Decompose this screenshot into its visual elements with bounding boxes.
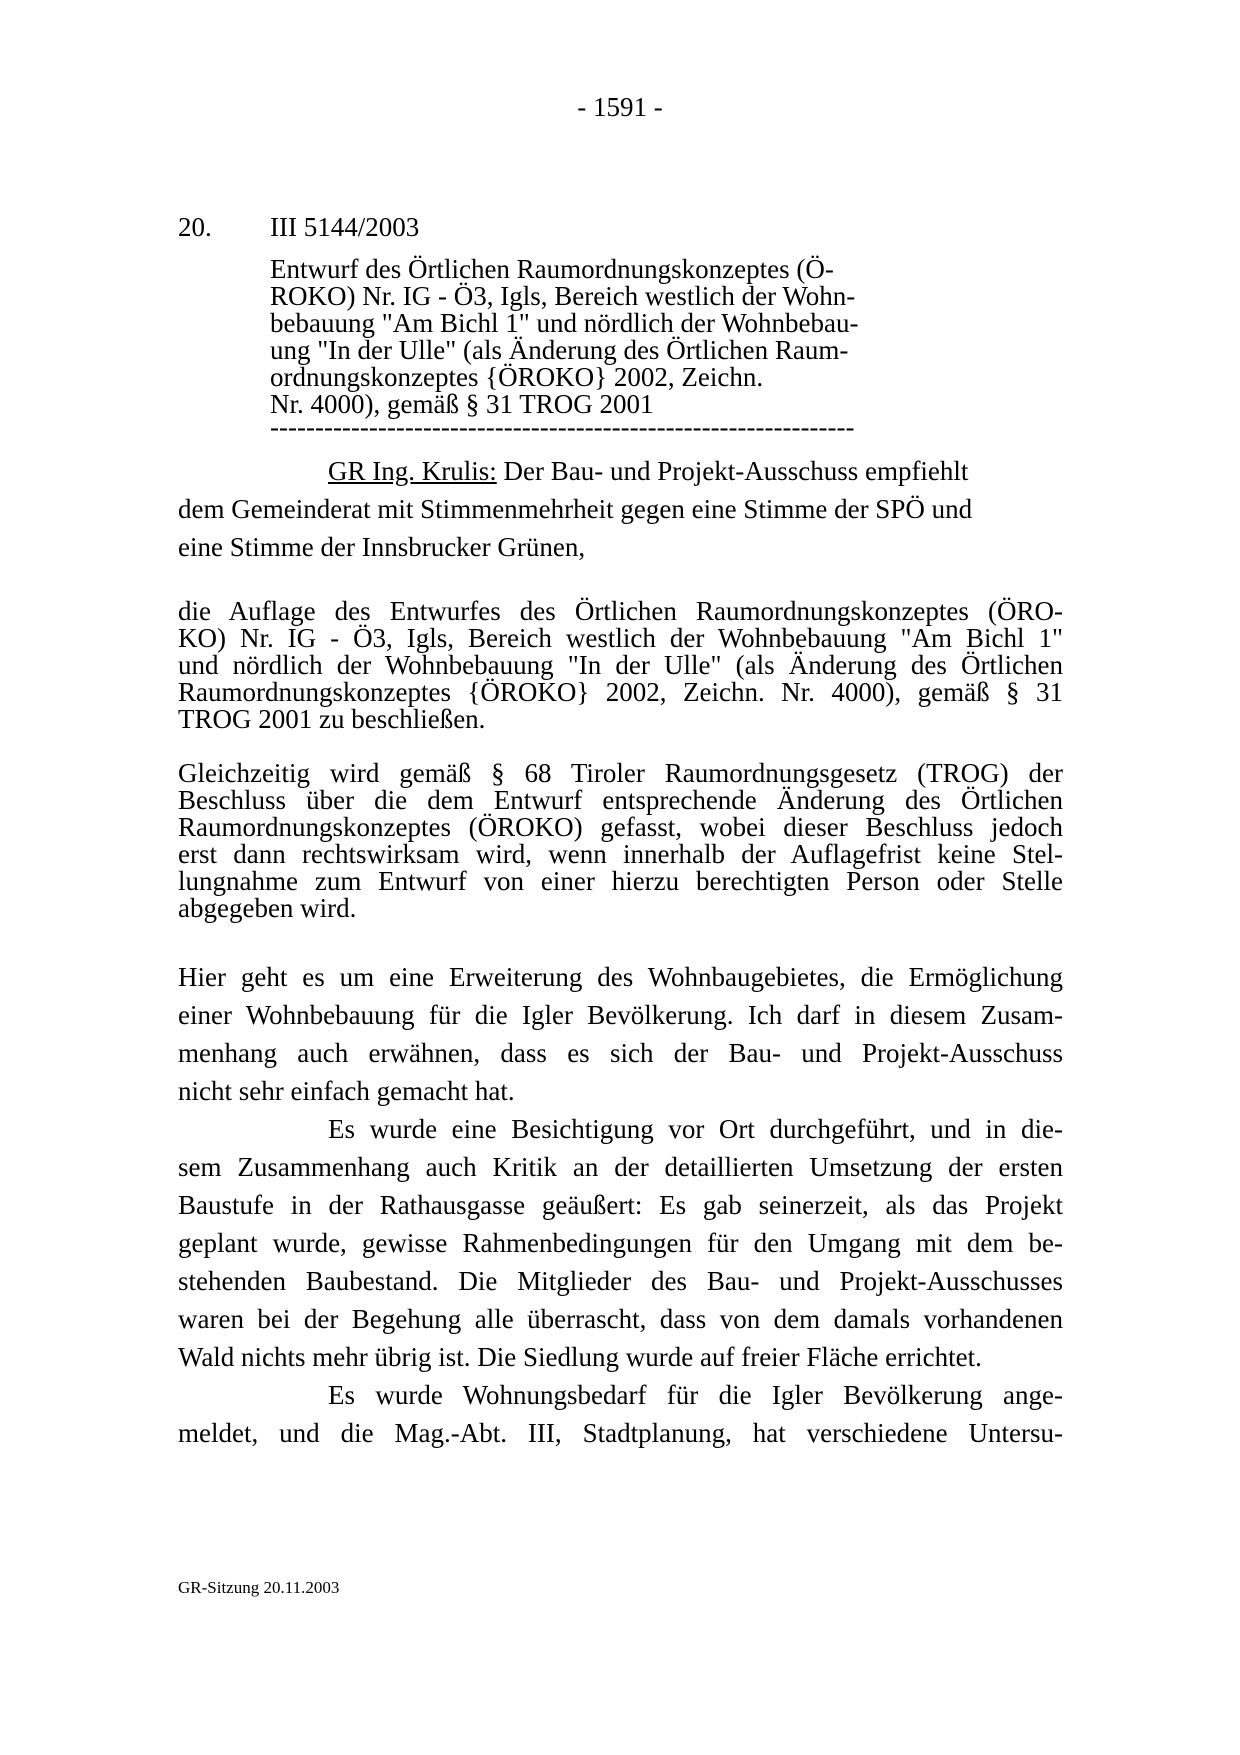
resolution-paragraph-1 xyxy=(178,598,1063,733)
resolution-line: abgegeben wird. xyxy=(178,893,357,923)
title-line: ROKO) Nr. IG - Ö3, Igls, Bereich westlich der Wohn- xyxy=(270,281,856,311)
body-line: sem Zusammenhang auch Kritik an der detaillierten Umsetzung der ersten xyxy=(178,1152,1063,1182)
title-line: bebauung "Am Bichl 1" und nördlich der Wohnbebau- xyxy=(270,308,859,338)
resolution-line: Beschluss über die dem Entwurf entsprechende Änderung des Örtlichen xyxy=(178,785,1063,815)
body-text xyxy=(178,958,1063,1452)
resolution-line: erst dann rechtswirksam wird, wenn innerhalb der Auflagefrist keine Stel- xyxy=(178,839,1063,869)
body-line: waren bei der Begehung alle überrascht, dass von dem damals vorhandenen xyxy=(178,1304,1063,1334)
body-line: Wald nichts mehr übrig ist. Die Siedlung wurde auf freier Fläche errichtet. xyxy=(178,1342,982,1372)
resolution-line: Raumordnungskonzeptes (ÖROKO) gefasst, wobei dieser Beschluss jedoch xyxy=(178,812,1063,842)
title-line: Entwurf des Örtlichen Raumordnungskonzeptes (Ö- xyxy=(270,254,834,284)
resolution-line: Raumordnungskonzeptes {ÖROKO} 2002, Zeichn. Nr. 4000), gemäß § 31 xyxy=(178,677,1063,707)
resolution-line: die Auflage des Entwurfes des Örtlichen Raumordnungskonzeptes (ÖRO- xyxy=(178,596,1063,626)
body-line: Baustufe in der Rathausgasse geäußert: Es gab seinerzeit, als das Projekt xyxy=(178,1190,1063,1220)
title-line: Nr. 4000), gemäß § 31 TROG 2001 xyxy=(270,389,654,419)
agenda-item-reference: III 5144/2003 xyxy=(270,212,420,242)
body-line: menhang auch erwähnen, dass es sich der Bau- und Projekt-Ausschuss xyxy=(178,1038,1063,1068)
speaker-text: Der Bau- und Projekt-Ausschuss empfiehlt xyxy=(496,456,969,486)
body-paragraph xyxy=(178,1110,1063,1376)
resolution-line: KO) Nr. IG - Ö3, Igls, Bereich westlich der Wohnbebauung "Am Bichl 1" xyxy=(178,623,1063,653)
body-line: meldet, und die Mag.-Abt. III, Stadtplanung, hat verschiedene Untersu- xyxy=(178,1418,1063,1448)
resolution-line: TROG 2001 zu beschließen. xyxy=(178,704,486,734)
speaker-line xyxy=(178,452,1063,490)
agenda-item-title xyxy=(270,256,930,418)
body-line: Es wurde Wohnungsbedarf für die Igler Bevölkerung ange- xyxy=(328,1380,1063,1410)
resolution-line: lungnahme zum Entwurf von einer hierzu berechtigten Person oder Stelle xyxy=(178,866,1063,896)
body-paragraph xyxy=(178,958,1063,1110)
speaker-paragraph xyxy=(178,452,1063,566)
agenda-item-number: 20. xyxy=(178,212,212,242)
footer-session-date: GR-Sitzung 20.11.2003 xyxy=(178,1578,340,1597)
body-line: einer Wohnbebauung für die Igler Bevölkerung. Ich darf in diesem Zusam- xyxy=(178,1000,1063,1030)
title-line: ung "In der Ulle" (als Änderung des Örtlichen Raum- xyxy=(270,335,849,365)
body-line: stehenden Baubestand. Die Mitglieder des Bau- und Projekt-Ausschusses xyxy=(178,1266,1063,1296)
title-line: ordnungskonzeptes {ÖROKO} 2002, Zeichn. xyxy=(270,362,764,392)
body-paragraph xyxy=(178,1376,1063,1452)
speaker-text-line: dem Gemeinderat mit Stimmenmehrheit gegen eine Stimme der SPÖ und xyxy=(178,494,973,524)
resolution-paragraph-2 xyxy=(178,760,1063,922)
resolution-line: und nördlich der Wohnbebauung "In der Ulle" (als Änderung des Örtlichen xyxy=(178,650,1063,680)
speaker-text-line: eine Stimme der Innsbrucker Grünen, xyxy=(178,532,586,562)
body-line: nicht sehr einfach gemacht hat. xyxy=(178,1076,515,1106)
resolution-line: Gleichzeitig wird gemäß § 68 Tiroler Raumordnungsgesetz (TROG) der xyxy=(178,758,1063,788)
separator-line: ----------------------------------------------------------------- xyxy=(270,414,855,441)
body-line: geplant wurde, gewisse Rahmenbedingungen für den Umgang mit dem be- xyxy=(178,1228,1063,1258)
speaker-name: GR Ing. Krulis: xyxy=(328,456,497,486)
body-line: Es wurde eine Besichtigung vor Ort durchgeführt, und in die- xyxy=(328,1114,1063,1144)
body-line: Hier geht es um eine Erweiterung des Wohnbaugebietes, die Ermöglichung xyxy=(178,962,1063,992)
page-number: - 1591 - xyxy=(577,92,663,122)
